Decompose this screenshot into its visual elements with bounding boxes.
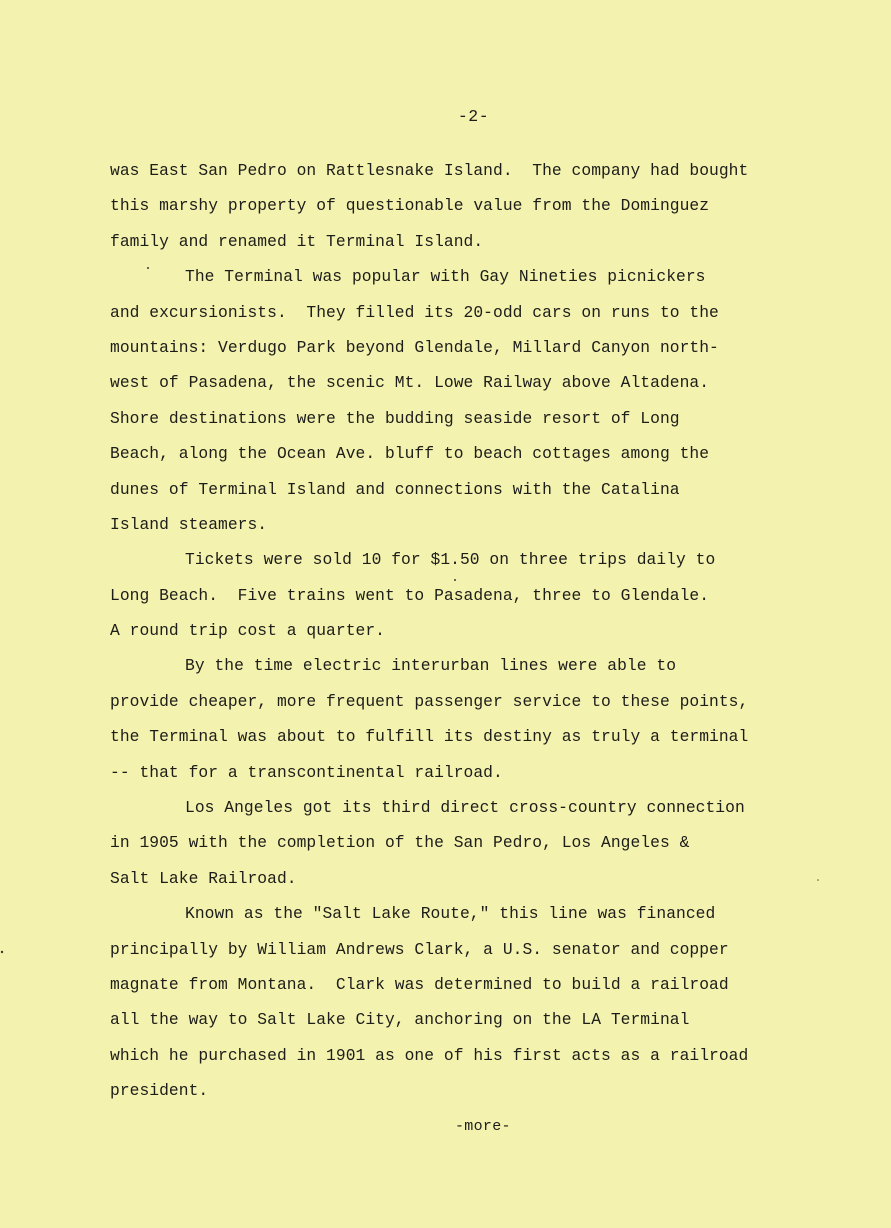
text-line: Salt Lake Railroad.	[110, 868, 297, 888]
page-number: -2-	[457, 107, 490, 126]
text-line: principally by William Andrews Clark, a U.S. senator and copper	[110, 939, 729, 959]
text-line: Island steamers.	[110, 514, 268, 534]
text-line: mountains: Verdugo Park beyond Glendale, Millard Canyon north-	[110, 337, 719, 357]
text-line: -- that for a transcontinental railroad.	[110, 762, 503, 782]
text-line: president.	[110, 1081, 209, 1101]
text-line: Beach, along the Ocean Ave. bluff to beach cottages among the	[110, 444, 710, 464]
continuation-marker: -more-	[455, 1118, 511, 1135]
text-line: which he purchased in 1901 as one of his first acts as a railroad	[110, 1045, 749, 1065]
text-line: By the time electric interurban lines were able to	[185, 656, 677, 676]
text-line: family and renamed it Terminal Island.	[110, 231, 484, 251]
text-line: west of Pasadena, the scenic Mt. Lowe Railway above Altadena.	[110, 373, 710, 393]
text-line: the Terminal was about to fulfill its destiny as truly a terminal	[110, 727, 749, 747]
text-line: Los Angeles got its third direct cross-country connection	[185, 798, 745, 818]
text-line: and excursionists. They filled its 20-odd cars on runs to the	[110, 302, 719, 322]
text-line: dunes of Terminal Island and connections with the Catalina	[110, 479, 680, 499]
speck	[1, 951, 3, 953]
text-line: Shore destinations were the budding seaside resort of Long	[110, 408, 680, 428]
text-line: magnate from Montana. Clark was determined to build a railroad	[110, 974, 729, 994]
text-line: all the way to Salt Lake City, anchoring on the LA Terminal	[110, 1010, 690, 1030]
text-line: Long Beach. Five trains went to Pasadena, three to Glendale.	[110, 585, 710, 605]
text-line: A round trip cost a quarter.	[110, 621, 385, 641]
text-line: this marshy property of questionable value from the Dominguez	[110, 196, 710, 216]
body-text	[110, 158, 830, 1114]
text-line: Tickets were sold 10 for $1.50 on three trips daily to	[185, 550, 716, 570]
text-line: Known as the "Salt Lake Route," this line was financed	[185, 904, 716, 924]
text-line: The Terminal was popular with Gay Nineties picnickers	[185, 267, 706, 287]
text-line: in 1905 with the completion of the San Pedro, Los Angeles &	[110, 833, 690, 853]
text-line: was East San Pedro on Rattlesnake Island. The company had bought	[110, 161, 749, 180]
text-line: provide cheaper, more frequent passenger service to these points,	[110, 691, 749, 711]
